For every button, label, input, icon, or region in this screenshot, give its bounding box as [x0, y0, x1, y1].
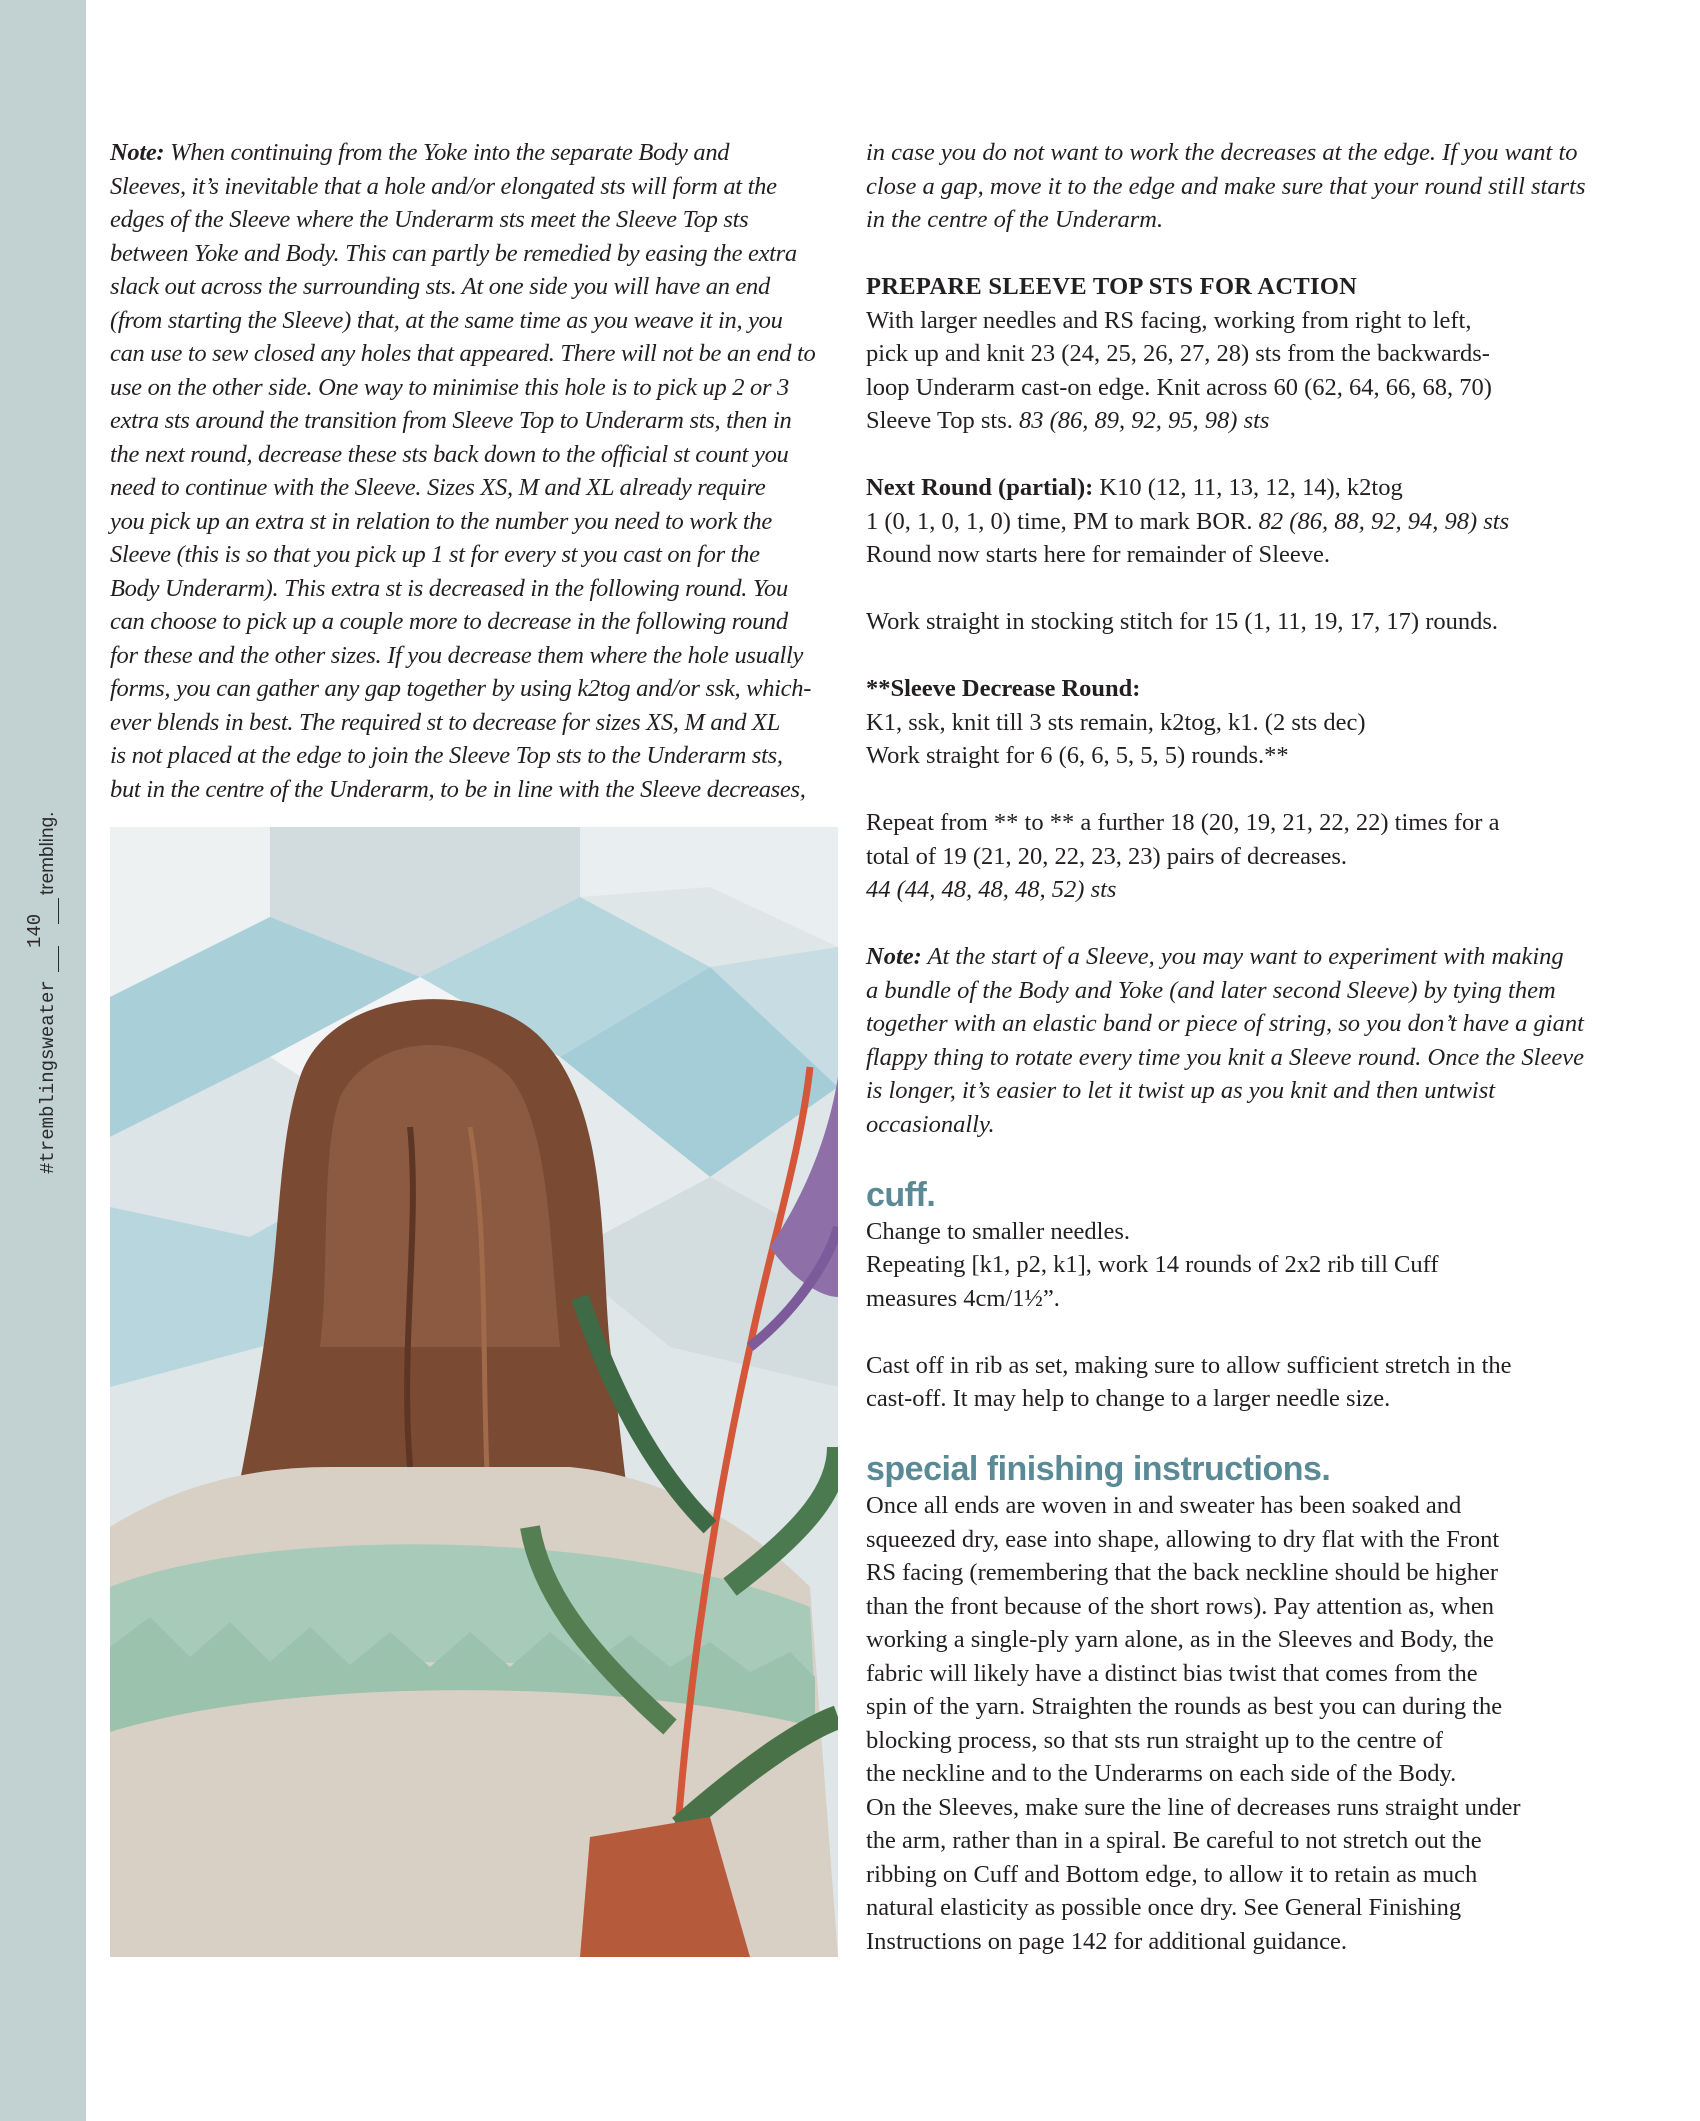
castoff-instructions: Cast off in rib as set, making sure to allow sufficient stretch in the cast-off. It may help to change to a larger needle size.	[866, 1351, 1512, 1412]
note-label: Note:	[866, 943, 922, 970]
cuff-heading: cuff.	[866, 1175, 936, 1214]
sidebar-divider	[58, 898, 59, 924]
note-label: Note:	[110, 139, 165, 166]
stitch-count: 82 (86, 88, 92, 94, 98) sts	[1258, 507, 1510, 535]
right-column	[866, 136, 1606, 1958]
repeat-section: Repeat from ** to ** a further 18 (20, 19, 21, 22, 22) times for a total of 19 (21, 20, 22, 23, 23) pairs of decreases. 44 (44, 48, 48, 48, 52) sts	[866, 809, 1500, 903]
cuff-instructions: Change to smaller needles. Repeating [k1, p2, k1], work 14 rounds of 2x2 rib till Cuff measures 4cm/1½”.	[866, 1217, 1439, 1312]
prepare-heading: PREPARE SLEEVE TOP STS FOR ACTION	[866, 273, 1358, 300]
work-straight-paragraph: Work straight in stocking stitch for 15 (1, 11, 19, 17, 17) rounds.	[866, 608, 1499, 635]
stitch-count: 83 (86, 89, 92, 95, 98) sts	[1019, 407, 1270, 434]
hashtag-vertical: #tremblingsweater	[37, 980, 59, 1174]
continuation-paragraph: in case you do not want to work the decreases at the edge. If you want to close a gap, move it to the edge and make sure that your round still starts in the centre of the Underarm.	[866, 139, 1586, 233]
next-round-label: Next Round (partial):	[866, 474, 1094, 501]
decrease-heading: **Sleeve Decrease Round:	[866, 675, 1141, 702]
right-note: Note: At the start of a Sleeve, you may want to experiment with making a bundle of the Body and Yoke (and later second Sleeve) by tying them together with an elastic band or piece of string, so you don’t have a giant flappy thing to rotate every time you knit a Sleeve round. Once the Sleeve is longer, it’s easier to let it twist up as you knit and then untwist occasionally.	[866, 943, 1584, 1138]
decrease-section: **Sleeve Decrease Round: K1, ssk, knit till 3 sts remain, k2tog, k1. (2 sts dec) Work straight for 6 (6, 6, 5, 5, 5) rounds.**	[866, 675, 1366, 769]
left-note: Note: When continuing from the Yoke into the separate Body and Sleeves, it’s inevitable that a hole and/or elongated sts will form at the edges of the Sleeve where the Underarm sts meet the Sleeve Top sts between Yoke and Body. This can partly be remedied by easing the extra slack out across the surrounding sts. At one side you will have an end (from starting the Sleeve) that, at the same time as you weave it in, you can use to sew closed any holes that appeared. There will not be an end to use on the other side. One way to minimise this hole is to pick up 2 or 3 extra sts around the transition from Sleeve Top to Underarm sts, then in the next round, decrease these sts back down to the official st count you need to continue with the Sleeve. Sizes XS, M and XL already require you pick up an extra st in relation to the number you need to work the Sleeve (this is so that you pick up 1 st for every st you cast on for the Body Underarm). This extra st is decreased in the following round. You can choose to pick up a couple more to decrease in the following round for these and the other sizes. If you decrease them where the hole usually forms, you can gather any gap together by using k2tog and/or ssk, which- ever blends in best. The required st to decrease for sizes XS, M and XL is not placed at the edge to join the Sleeve Top sts to the Underarm sts, but in the centre of the Underarm, to be in line with the Sleeve decreases,	[110, 139, 816, 803]
prepare-section: PREPARE SLEEVE TOP STS FOR ACTION With larger needles and RS facing, working from right to left, pick up and knit 23 (24, 25, 26, 27, 28) sts from the backwards- loop Underarm cast-on edge. Knit across 60 (62, 64, 66, 68, 70) Sleeve Top sts. 83 (86, 89, 92, 95, 98) sts	[866, 273, 1492, 434]
stitch-count: 44 (44, 48, 48, 48, 52) sts	[866, 876, 1117, 903]
sidebar-divider	[58, 946, 59, 972]
page-number: 140	[24, 913, 46, 948]
finishing-instructions: Once all ends are woven in and sweater has been soaked and squeezed dry, ease into shape, allowing to dry flat with the Front RS facing (remembering that the back neckline should be higher than the front because of the short rows). Pay attention as, when working a single-ply yarn alone, as in the Sleeves and Body, the fabric will likely have a distinct bias twist that comes from the spin of the yarn. Straighten the rounds as best you can during the blocking process, so that sts run straight up to the centre of the neckline and to the Underarms on each side of the Body. On the Sleeves, make sure the line of decreases runs straight under the arm, rather than in a spiral. Be careful to not stretch out the ribbing on Cuff and Bottom edge, to allow it to retain as much natural elasticity as possible once dry. See General Finishing Instructions on page 142 for additional guidance.	[866, 1492, 1521, 1955]
finishing-heading: special finishing instructions.	[866, 1450, 1331, 1488]
photo-woman-sweater	[110, 827, 838, 1957]
next-round-section: Next Round (partial): K10 (12, 11, 13, 12, 14), k2tog 1 (0, 1, 0, 1, 0) time, PM to mark BOR. 82 (86, 88, 92, 94, 98) sts Round now starts here for remainder of Sleeve.	[866, 474, 1510, 568]
book-title-vertical: trembling.	[37, 811, 58, 895]
